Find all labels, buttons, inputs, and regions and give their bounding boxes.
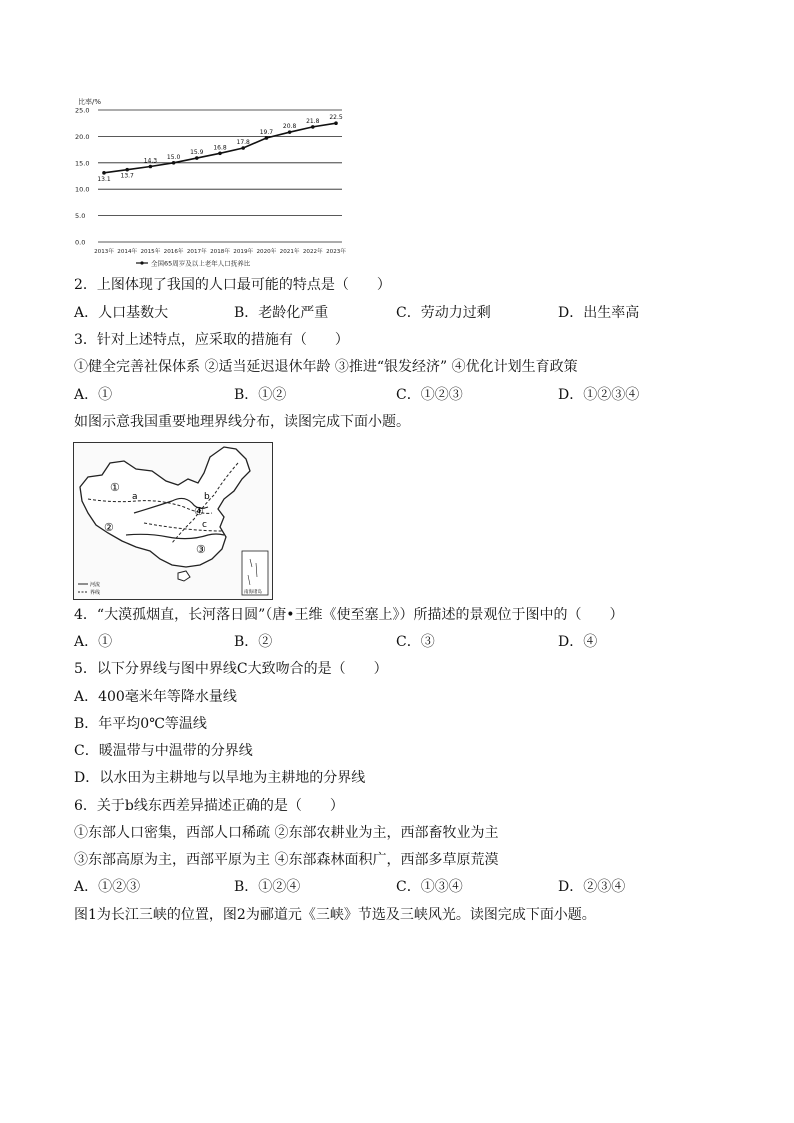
data-point [172,161,176,165]
x-tick-label: 2014年 [117,249,138,255]
data-point [102,171,106,175]
q5-option-a[interactable]: A．400毫米年等降水量线 [74,689,237,705]
data-label: 22.5 [329,114,343,122]
x-tick-label: 2016年 [163,249,184,255]
region-3-label: ③ [196,543,206,556]
map-figure [74,443,272,599]
q3-option-b[interactable]: B．①② [234,387,287,403]
q4-option-a[interactable]: A．① [74,634,113,650]
q6-items-1: ①东部人口密集，西部人口稀疏 ②东部农耕业为主，西部畜牧业为主 [74,825,499,841]
x-tick-label: 2022年 [302,249,323,255]
x-tick-label: 2013年 [94,249,114,255]
region-2-label: ② [104,521,114,534]
legend-boundary: 界线 [90,590,101,596]
legend-river: 河流 [90,582,101,588]
x-tick-label: 2019年 [233,249,254,255]
q3-option-c[interactable]: C．①②③ [396,387,463,403]
q3-option-a[interactable]: A．① [74,387,113,403]
data-label: 14.3 [143,157,158,165]
q2-option-d[interactable]: D．出生率高 [558,305,640,321]
q3-stem: 3．针对上述特点，应采取的措施有（ ） [74,332,349,348]
q4-option-c[interactable]: C．③ [396,634,435,650]
data-point [241,146,245,150]
legend [136,259,251,268]
map-legend [78,581,100,596]
line-c-label: c [202,520,207,530]
data-label: 13.1 [97,175,111,183]
china-outline [80,447,250,567]
data-label: 20.8 [282,123,297,131]
region-1-label: ① [110,481,120,494]
y-tick-label: 10.0 [75,185,90,194]
map-intro: 如图示意我国重要地理界线分布，读图完成下面小题。 [74,414,410,430]
q5-stem: 5．以下分界线与图中界线C大致吻合的是（ ） [74,661,388,677]
x-tick-label: 2020年 [256,249,277,255]
q2-option-c[interactable]: C．劳动力过剩 [396,305,491,321]
q6-option-b[interactable]: B．①②④ [234,879,301,895]
data-label: 13.7 [120,172,134,180]
inset-label: 南海诸岛 [244,590,262,595]
q2-option-b[interactable]: B．老龄化严重 [234,305,329,321]
y-tick-label: 15.0 [75,159,90,168]
x-tick-label: 2015年 [140,249,161,255]
line-b-label: b [204,492,210,502]
data-label: 16.8 [213,144,227,152]
data-label: 19.7 [259,128,274,136]
x-tick-label: 2021年 [279,249,300,255]
q6-items-2: ③东部高原为主，西部平原为主 ④东部森林面积广，西部多草原荒漠 [74,852,499,868]
data-point [265,136,269,140]
data-label: 17.8 [236,139,250,147]
y-tick-label: 5.0 [75,212,86,221]
q2-option-a[interactable]: A．人口基数大 [74,305,169,321]
q4-option-b[interactable]: B．② [234,634,273,650]
three-gorges-intro: 图1为长江三峡的位置，图2为郦道元《三峡》节选及三峡风光。读图完成下面小题。 [74,907,596,923]
data-point [288,130,292,134]
line-a-label: a [132,492,138,502]
china-boundary-map [73,442,273,600]
y-tick-label: 0.0 [75,238,86,247]
legend-label: 全国65周岁及以上老年人口抚养比 [151,259,251,268]
q3-items: ①健全完善社保体系 ②适当延迟退休年龄 ③推进“银发经济” ④优化计划生育政策 [74,359,578,375]
south-sea-inset [242,551,268,595]
y-axis-label: 比率/% [78,98,102,106]
q6-option-d[interactable]: D．②③④ [558,879,626,895]
q6-option-c[interactable]: C．①③④ [396,879,463,895]
q4-stem: 4．“大漠孤烟直，长河落日圆”（唐•王维《使至塞上》）所描述的景观位于图中的（ ） [74,607,624,623]
data-point [334,121,338,125]
data-point [149,165,153,169]
aging-ratio-line-chart [72,96,352,271]
x-tick-label: 2023年 [326,249,346,255]
q5-option-b[interactable]: B．年平均0℃等温线 [74,716,207,732]
x-tick-label: 2018年 [210,249,230,255]
q5-option-d[interactable]: D．以水田为主耕地与以旱地为主耕地的分界线 [74,770,366,786]
q5-option-c[interactable]: C．暖温带与中温带的分界线 [74,743,253,759]
y-tick-label: 20.0 [75,132,90,141]
q4-option-d[interactable]: D．④ [558,634,598,650]
data-label: 21.8 [306,117,320,125]
data-point [311,125,315,129]
q3-option-d[interactable]: D．①②③④ [558,387,640,403]
data-point [218,151,222,155]
x-tick-label: 2017年 [186,249,207,255]
hainan-island [178,571,190,581]
data-label: 15.9 [190,149,204,157]
q6-stem: 6．关于b线东西差异描述正确的是（ ） [74,798,344,814]
data-point [195,156,199,160]
data-point [125,168,129,172]
y-tick-label: 25.0 [75,106,90,115]
q6-option-a[interactable]: A．①②③ [74,879,141,895]
region-4-label: ④ [194,505,204,518]
q2-stem: 2．上图体现了我国的人口最可能的特点是（ ） [74,277,391,293]
data-label: 15.0 [166,153,181,161]
